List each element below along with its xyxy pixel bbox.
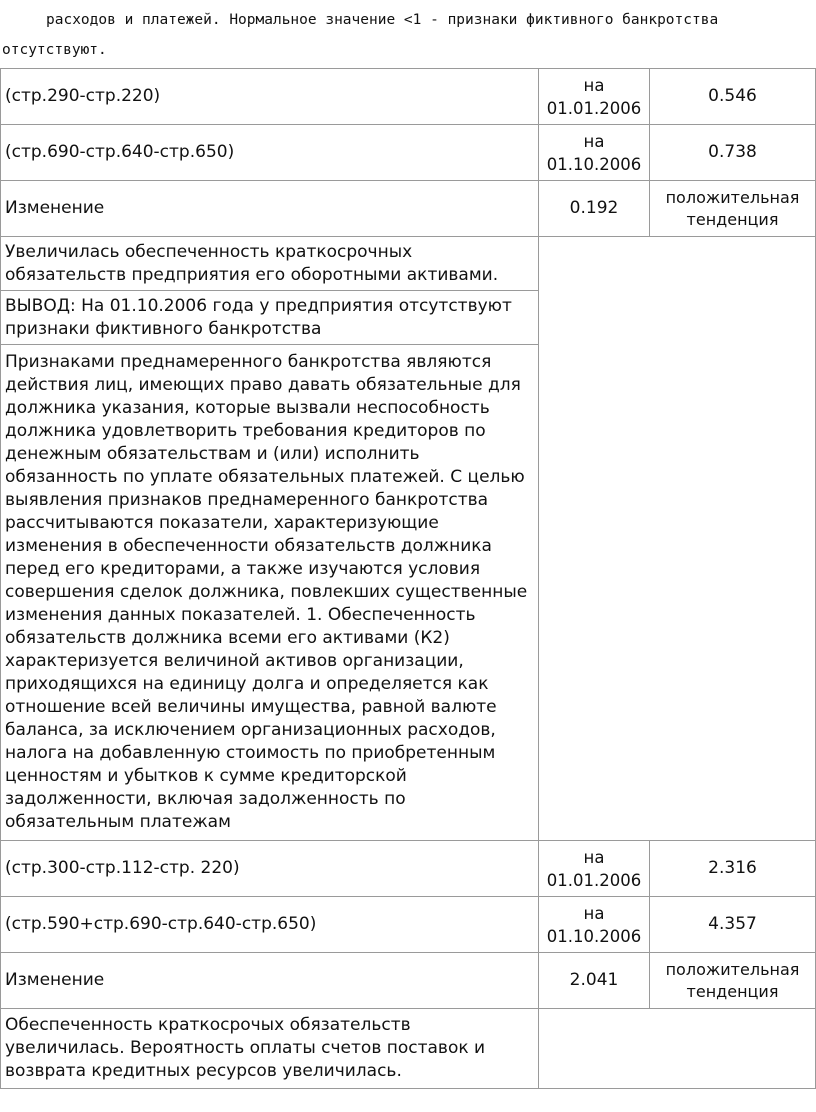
conclusion-cell: ВЫВОД: На 01.10.2006 года у предприятия отсутствуют признаки фиктивного банкротства <box>1 291 539 345</box>
date-value: 01.10.2006 <box>546 154 642 174</box>
value-cell: 0.546 <box>650 69 816 125</box>
table-row <box>1 237 816 291</box>
text-cell: Увеличилась обеспеченность краткосрочных обязательств предприятия его оборотными активами. <box>1 237 539 291</box>
date-cell <box>539 125 650 181</box>
table-row <box>1 897 816 953</box>
empty-cell <box>539 237 816 841</box>
row-label: Изменение <box>1 953 539 1009</box>
value-cell: 0.192 <box>539 181 650 237</box>
trend-line-1: положительная <box>665 959 800 979</box>
table-row <box>1 69 816 125</box>
date-value: 01.01.2006 <box>546 98 642 118</box>
date-cell <box>539 69 650 125</box>
row-label: (стр.300-стр.112-стр. 220) <box>1 841 539 897</box>
text-cell: Обеспеченность краткосрочых обязательств увеличилась. Вероятность оплаты счетов поставок и возврата кредитных ресурсов увеличилась. <box>1 1009 539 1089</box>
trend-line-2: тенденция <box>686 981 779 1001</box>
row-label: (стр.290-стр.220) <box>1 69 539 125</box>
trend-cell <box>650 181 816 237</box>
trend-cell <box>650 953 816 1009</box>
table-row <box>1 125 816 181</box>
trend-line-2: тенденция <box>686 209 779 229</box>
date-prefix: на <box>583 75 605 95</box>
table-row <box>1 1009 816 1089</box>
date-cell <box>539 841 650 897</box>
row-label: (стр.590+стр.690-стр.640-стр.650) <box>1 897 539 953</box>
table-row <box>1 841 816 897</box>
value-cell: 4.357 <box>650 897 816 953</box>
value-cell: 2.316 <box>650 841 816 897</box>
row-label: (стр.690-стр.640-стр.650) <box>1 125 539 181</box>
date-value: 01.01.2006 <box>546 870 642 890</box>
intro-line-1: расходов и платежей. Нормальное значение <1 - признаки фиктивного банкротства <box>46 12 719 28</box>
table-row <box>1 181 816 237</box>
text-cell: Признаками преднамеренного банкротства являются действия лиц, имеющих право давать обязательные для должника указания, которые вызвали неспособность должника удовлетворить требования кредиторов по денежным обязательствам и (или) исполнить обязанность по уплате обязательных платежей. С целью выявления признаков преднамеренного банкротства рассчитываются показатели, характеризующие изменения в обеспеченности обязательств должника перед его кредиторами, а также изучаются условия совершения сделок должника, повлекших существенные изменения данных показателей. 1. Обеспеченность обязательств должника всеми его активами (К2) характеризуется величиной активов организации, приходящихся на единицу долга и определяется как отношение всей величины имущества, равной валюте баланса, за исключением организационных расходов, налога на добавленную стоимость по приобретенным ценностям и убытков к сумме кредиторской задолженности, включая задолженность по обязательным платежам <box>1 345 539 841</box>
indicators-table <box>0 68 816 1089</box>
value-cell: 0.738 <box>650 125 816 181</box>
table-row <box>1 953 816 1009</box>
empty-cell <box>539 1009 816 1089</box>
intro-line-2: отсутствуют. <box>2 42 107 58</box>
row-label: Изменение <box>1 181 539 237</box>
trend-line-1: положительная <box>665 187 800 207</box>
date-cell <box>539 897 650 953</box>
date-prefix: на <box>583 847 605 867</box>
date-value: 01.10.2006 <box>546 926 642 946</box>
date-prefix: на <box>583 903 605 923</box>
date-prefix: на <box>583 131 605 151</box>
value-cell: 2.041 <box>539 953 650 1009</box>
